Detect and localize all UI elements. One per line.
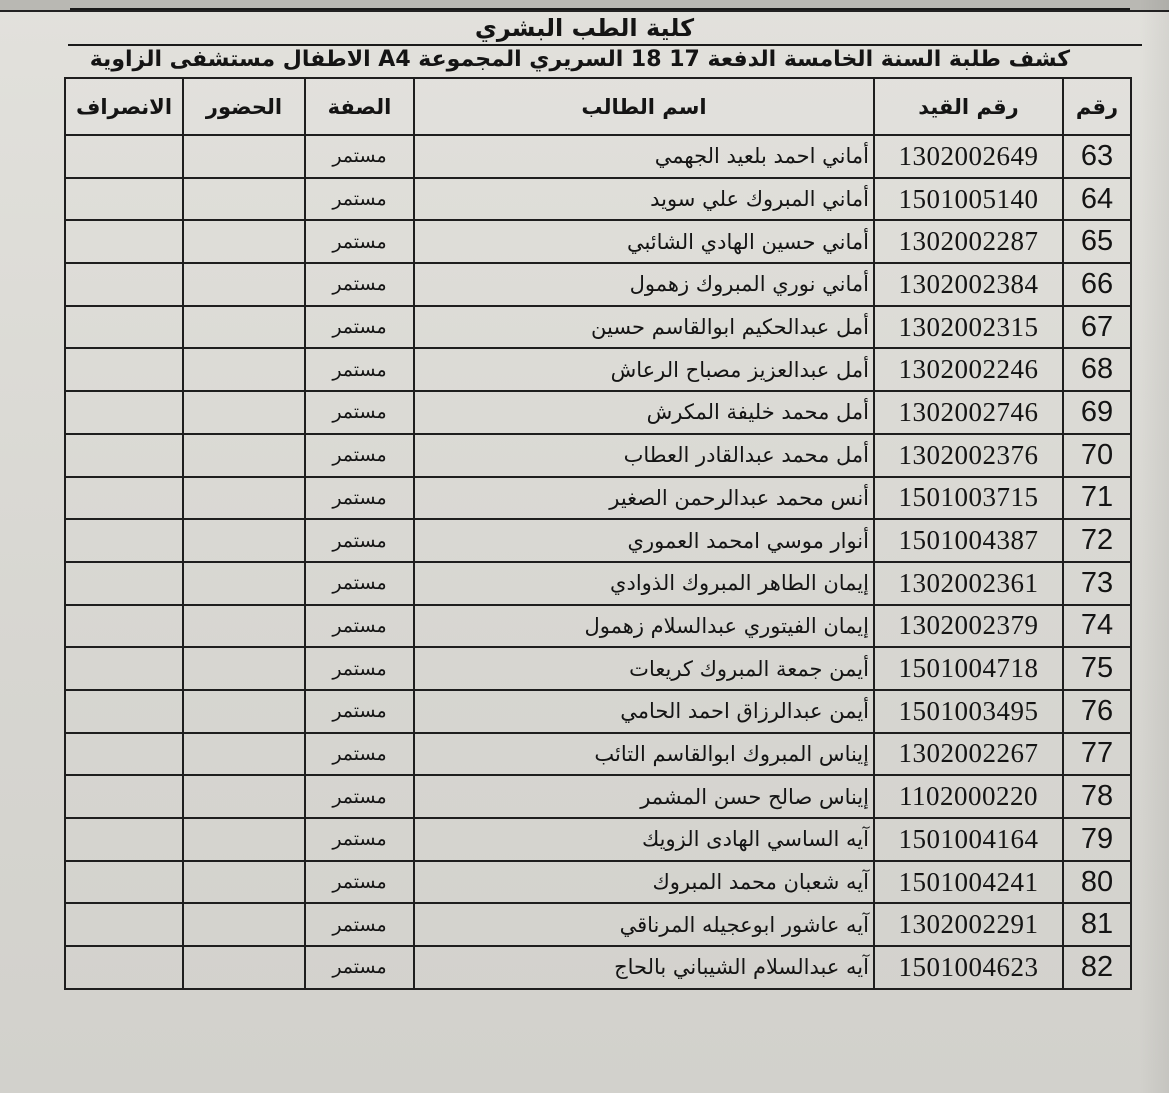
departure-cell	[65, 946, 183, 989]
departure-cell	[65, 135, 183, 178]
table-row	[65, 306, 1131, 349]
attendance-cell	[183, 263, 305, 306]
departure-cell	[65, 263, 183, 306]
student-status: مستمر	[305, 434, 414, 477]
row-number: 81	[1063, 903, 1131, 946]
registration-id: 1501004623	[874, 946, 1063, 989]
departure-cell	[65, 220, 183, 263]
registration-id: 1302002379	[874, 605, 1063, 648]
table-row	[65, 861, 1131, 904]
row-number: 80	[1063, 861, 1131, 904]
table-row	[65, 690, 1131, 733]
registration-id: 1302002315	[874, 306, 1063, 349]
column-header-attendance: الحضور	[183, 78, 305, 135]
table-row	[65, 818, 1131, 861]
registration-id: 1102000220	[874, 775, 1063, 818]
departure-cell	[65, 306, 183, 349]
departure-cell	[65, 178, 183, 221]
student-status: مستمر	[305, 690, 414, 733]
student-name: أمل محمد خليفة المكرش	[414, 391, 874, 434]
table-row	[65, 733, 1131, 776]
college-name: كلية الطب البشري	[474, 14, 695, 42]
column-header-registration-id: رقم القيد	[874, 78, 1063, 135]
registration-id: 1302002746	[874, 391, 1063, 434]
table-header-row	[65, 78, 1131, 135]
row-number: 68	[1063, 348, 1131, 391]
attendance-cell	[183, 477, 305, 520]
table-row	[65, 220, 1131, 263]
student-status: مستمر	[305, 220, 414, 263]
student-status: مستمر	[305, 263, 414, 306]
table-row	[65, 562, 1131, 605]
student-name: آيه شعبان محمد المبروك	[414, 861, 874, 904]
row-number: 64	[1063, 178, 1131, 221]
student-name: آيه عبدالسلام الشيباني بالحاج	[414, 946, 874, 989]
attendance-cell	[183, 690, 305, 733]
departure-cell	[65, 690, 183, 733]
table-row	[65, 178, 1131, 221]
attendance-cell	[183, 220, 305, 263]
student-name: أماني نوري المبروك زهمول	[414, 263, 874, 306]
table-row	[65, 519, 1131, 562]
departure-cell	[65, 519, 183, 562]
student-status: مستمر	[305, 306, 414, 349]
table-row	[65, 135, 1131, 178]
table-row	[65, 647, 1131, 690]
registration-id: 1501004387	[874, 519, 1063, 562]
table-body	[65, 135, 1131, 989]
row-number: 65	[1063, 220, 1131, 263]
student-name: إيمان الفيتوري عبدالسلام زهمول	[414, 605, 874, 648]
student-status: مستمر	[305, 562, 414, 605]
table-row	[65, 903, 1131, 946]
student-status: مستمر	[305, 348, 414, 391]
row-number: 70	[1063, 434, 1131, 477]
registration-id: 1302002384	[874, 263, 1063, 306]
student-name: أنوار موسي امحمد العموري	[414, 519, 874, 562]
registration-id: 1501004241	[874, 861, 1063, 904]
table-row	[65, 348, 1131, 391]
student-status: مستمر	[305, 775, 414, 818]
table-row	[65, 605, 1131, 648]
row-number: 72	[1063, 519, 1131, 562]
attendance-cell	[183, 903, 305, 946]
student-name: أيمن جمعة المبروك كريعات	[414, 647, 874, 690]
row-number: 73	[1063, 562, 1131, 605]
student-name: أماني احمد بلعيد الجهمي	[414, 135, 874, 178]
column-header-student-name: اسم الطالب	[414, 78, 874, 135]
row-number: 82	[1063, 946, 1131, 989]
row-number: 75	[1063, 647, 1131, 690]
student-status: مستمر	[305, 861, 414, 904]
row-number: 78	[1063, 775, 1131, 818]
student-status: مستمر	[305, 605, 414, 648]
row-number: 74	[1063, 605, 1131, 648]
student-name: أنس محمد عبدالرحمن الصغير	[414, 477, 874, 520]
attendance-cell	[183, 348, 305, 391]
registration-id: 1302002361	[874, 562, 1063, 605]
table-row	[65, 775, 1131, 818]
registration-id: 1302002291	[874, 903, 1063, 946]
attendance-cell	[183, 434, 305, 477]
student-roster-table	[64, 77, 1132, 990]
student-name: إيناس صالح حسن المشمر	[414, 775, 874, 818]
column-header-num: رقم	[1063, 78, 1131, 135]
registration-id: 1501003495	[874, 690, 1063, 733]
student-status: مستمر	[305, 647, 414, 690]
row-number: 69	[1063, 391, 1131, 434]
list-title: كشف طلبة السنة الخامسة الدفعة 17 18 السريري المجموعة A4 الاطفال مستشفى الزاوية	[89, 47, 1070, 72]
page-shadow	[1139, 0, 1169, 1093]
table-row	[65, 946, 1131, 989]
registration-id: 1501005140	[874, 178, 1063, 221]
row-number: 71	[1063, 477, 1131, 520]
header-rule-top	[70, 8, 1130, 10]
student-name: إيمان الطاهر المبروك الذوادي	[414, 562, 874, 605]
departure-cell	[65, 477, 183, 520]
student-status: مستمر	[305, 903, 414, 946]
student-name: أمل عبدالعزيز مصباح الرعاش	[414, 348, 874, 391]
registration-id: 1302002267	[874, 733, 1063, 776]
registration-id: 1501004718	[874, 647, 1063, 690]
registration-id: 1302002246	[874, 348, 1063, 391]
student-status: مستمر	[305, 391, 414, 434]
departure-cell	[65, 903, 183, 946]
student-name: آيه عاشور ابوعجيله المرناقي	[414, 903, 874, 946]
attendance-cell	[183, 861, 305, 904]
departure-cell	[65, 434, 183, 477]
registration-id: 1501004164	[874, 818, 1063, 861]
student-name: أماني حسين الهادي الشائبي	[414, 220, 874, 263]
registration-id: 1302002376	[874, 434, 1063, 477]
student-status: مستمر	[305, 733, 414, 776]
attendance-cell	[183, 178, 305, 221]
attendance-cell	[183, 733, 305, 776]
row-number: 76	[1063, 690, 1131, 733]
student-status: مستمر	[305, 519, 414, 562]
departure-cell	[65, 605, 183, 648]
departure-cell	[65, 391, 183, 434]
departure-cell	[65, 348, 183, 391]
attendance-cell	[183, 775, 305, 818]
student-status: مستمر	[305, 946, 414, 989]
student-status: مستمر	[305, 477, 414, 520]
student-name: آيه الساسي الهادى الزويك	[414, 818, 874, 861]
student-name: إيناس المبروك ابوالقاسم التائب	[414, 733, 874, 776]
attendance-cell	[183, 519, 305, 562]
row-number: 79	[1063, 818, 1131, 861]
row-number: 66	[1063, 263, 1131, 306]
column-header-departure: الانصراف	[65, 78, 183, 135]
column-header-status: الصفة	[305, 78, 414, 135]
attendance-cell	[183, 391, 305, 434]
student-status: مستمر	[305, 135, 414, 178]
departure-cell	[65, 733, 183, 776]
student-name: أماني المبروك علي سويد	[414, 178, 874, 221]
attendance-cell	[183, 562, 305, 605]
departure-cell	[65, 775, 183, 818]
student-name: أمل محمد عبدالقادر العطاب	[414, 434, 874, 477]
row-number: 67	[1063, 306, 1131, 349]
registration-id: 1302002649	[874, 135, 1063, 178]
attendance-cell	[183, 306, 305, 349]
attendance-cell	[183, 818, 305, 861]
table-row	[65, 434, 1131, 477]
student-name: أمل عبدالحكيم ابوالقاسم حسين	[414, 306, 874, 349]
departure-cell	[65, 818, 183, 861]
table-row	[65, 263, 1131, 306]
student-status: مستمر	[305, 178, 414, 221]
attendance-cell	[183, 605, 305, 648]
table-row	[65, 477, 1131, 520]
row-number: 77	[1063, 733, 1131, 776]
departure-cell	[65, 562, 183, 605]
student-name: أيمن عبدالرزاق احمد الحامي	[414, 690, 874, 733]
registration-id: 1302002287	[874, 220, 1063, 263]
registration-id: 1501003715	[874, 477, 1063, 520]
row-number: 63	[1063, 135, 1131, 178]
top-edge-strip	[0, 0, 1169, 12]
student-status: مستمر	[305, 818, 414, 861]
attendance-cell	[183, 946, 305, 989]
attendance-cell	[183, 135, 305, 178]
departure-cell	[65, 861, 183, 904]
table-row	[65, 391, 1131, 434]
attendance-cell	[183, 647, 305, 690]
departure-cell	[65, 647, 183, 690]
